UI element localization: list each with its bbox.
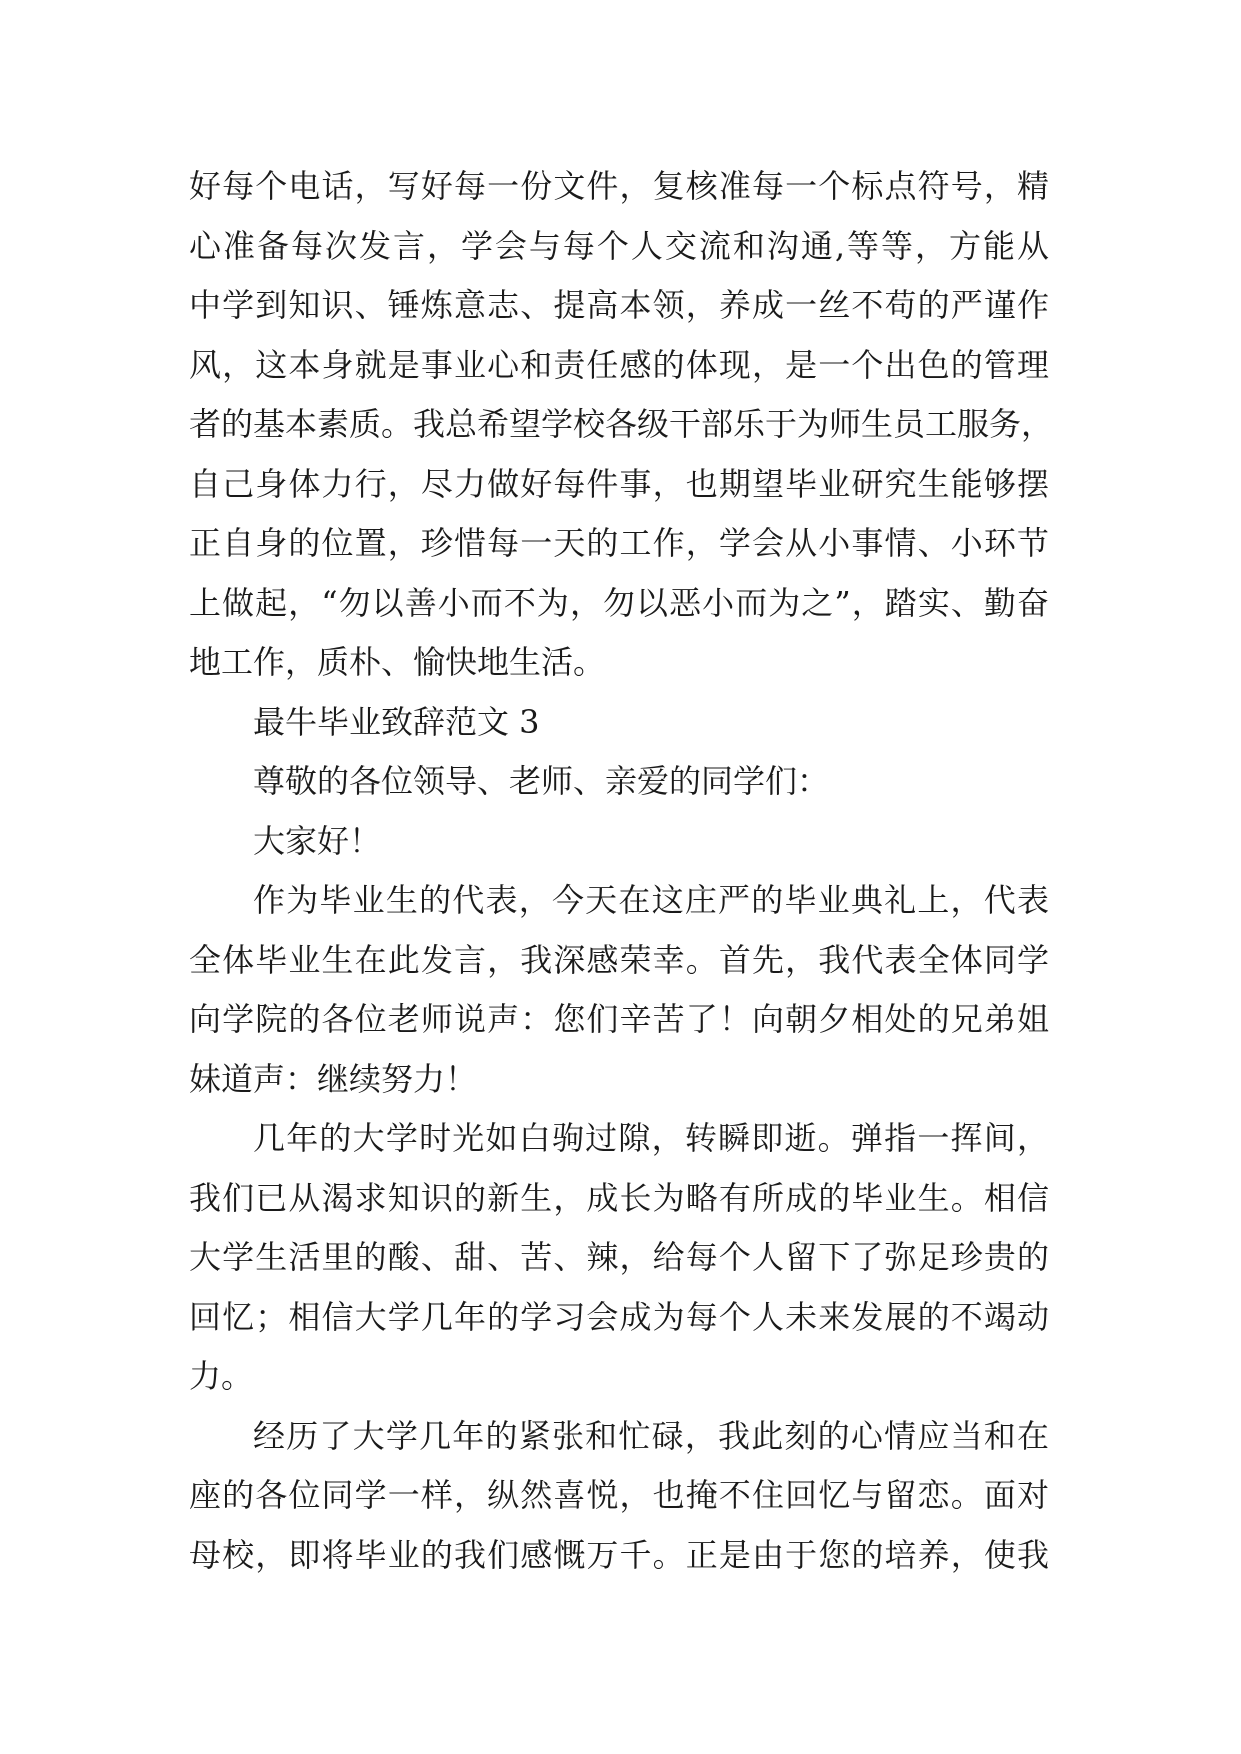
text-line: 全体毕业生在此发言，我深感荣幸。首先，我代表全体同学 [189,940,1049,979]
text-line: 经历了大学几年的紧张和忙碌，我此刻的心情应当和在 [253,1416,1049,1455]
text-line: 几年的大学时光如白驹过隙，转瞬即逝。弹指一挥间， [253,1119,1049,1157]
text-line: 尊敬的各位领导、老师、亲爱的同学们： [253,762,830,800]
document-body [189,157,1054,1585]
text-line: 上做起，“勿以善小而不为，勿以恶小而为之”，踏实、勤奋 [189,583,1049,622]
text-line: 心准备每次发言，学会与每个人交流和沟通,等等，方能从 [189,226,1049,265]
text-line: 妹道声：继续努力！ [189,1059,478,1098]
text-line: 回忆；相信大学几年的学习会成为每个人未来发展的不竭动 [189,1297,1049,1336]
text-line: 最牛毕业致辞范文 3 [253,702,540,741]
text-line: 力。 [189,1357,254,1395]
text-line: 座的各位同学一样，纵然喜悦，也掩不住回忆与留恋。面对 [189,1476,1049,1514]
text-line: 风，这本身就是事业心和责任感的体现，是一个出色的管理 [189,345,1049,384]
text-line: 好每个电话，写好每一份文件，复核准每一个标点符号，精 [189,167,1049,205]
text-line: 正自身的位置，珍惜每一天的工作，学会从小事情、小环节 [189,524,1049,562]
text-line: 向学院的各位老师说声：您们辛苦了！向朝夕相处的兄弟姐 [189,1000,1049,1038]
text-line: 中学到知识、锤炼意志、提高本领，养成一丝不苟的严谨作 [189,286,1049,324]
text-line: 大学生活里的酸、甜、苦、辣，给每个人留下了弥足珍贵的 [189,1238,1049,1276]
text-line: 我们已从渴求知识的新生，成长为略有所成的毕业生。相信 [189,1178,1049,1217]
text-line: 自己身体力行，尽力做好每件事，也期望毕业研究生能够摆 [189,464,1049,503]
text-line: 地工作，质朴、愉快地生活。 [189,643,606,681]
text-line: 大家好！ [253,821,382,860]
text-line: 作为毕业生的代表，今天在这庄严的毕业典礼上，代表 [253,881,1049,919]
text-line: 母校，即将毕业的我们感慨万千。正是由于您的培养，使我 [189,1535,1049,1574]
text-line: 者的基本素质。我总希望学校各级干部乐于为师生员工服务， [189,405,1054,443]
